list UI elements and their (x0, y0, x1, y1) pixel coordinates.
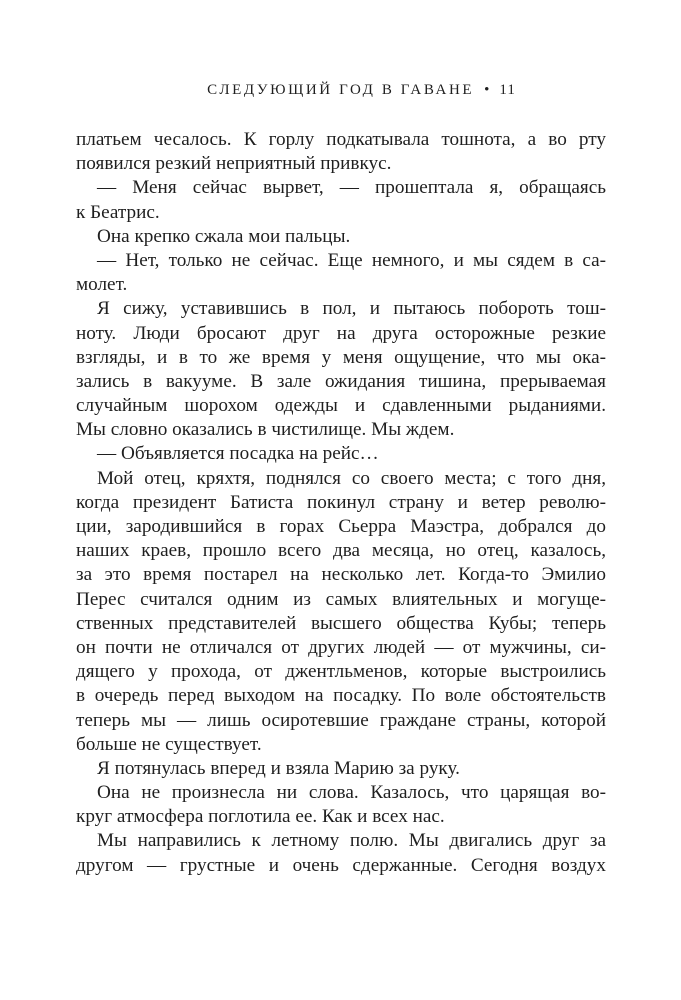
text-line: случайным шорохом одежды и сдавленными рыданиями. (76, 395, 606, 417)
text-line: за это время постарел на несколько лет. Когда-то Эмилио (76, 564, 606, 586)
text-line: — Нет, только не сейчас. Еще немного, и мы сядем в са- (97, 249, 606, 271)
text-line: Мой отец, кряхтя, поднялся со своего места; с того дня, (97, 467, 606, 489)
text-line: Мы словно оказались в чистилище. Мы ждем. (76, 419, 455, 441)
text-line: в очередь перед выходом на посадку. По воле обстоятельств (76, 685, 606, 707)
text-line: круг атмосфера поглотила ее. Как и всех нас. (76, 806, 445, 828)
text-line: Она не произнесла ни слова. Казалось, что царящая во- (97, 782, 606, 804)
text-line: другом — грустные и очень сдержанные. Сегодня воздух (76, 854, 606, 876)
body-text (76, 128, 606, 878)
text-line: он почти не отличался от других людей — от мужчины, си- (76, 636, 606, 658)
text-line: Перес считался одним из самых влиятельных и могуще- (76, 588, 606, 610)
text-line: Мы направились к летному полю. Мы двигались друг за (97, 830, 606, 852)
text-line: когда президент Батиста покинул страну и ветер револю- (76, 491, 606, 513)
page-number: 11 (499, 82, 516, 98)
text-line: Я сижу, уставившись в пол, и пытаюсь побороть тош- (97, 298, 606, 320)
text-line: к Беатрис. (76, 201, 160, 223)
text-line: больше не существует. (76, 733, 262, 755)
text-line: появился резкий неприятный привкус. (76, 153, 392, 175)
text-line: наших краев, прошло всего два месяца, но отец, казалось, (76, 540, 606, 562)
bullet-separator: • (484, 82, 490, 98)
running-title: СЛЕДУЮЩИЙ ГОД В ГАВАНЕ (207, 82, 475, 98)
text-line: молет. (76, 274, 128, 296)
text-line: теперь мы — лишь осиротевшие граждане страны, которой (76, 709, 606, 731)
text-line: ноту. Люди бросают друг на друга осторожные резкие (76, 322, 606, 344)
text-line: Она крепко сжала мои пальцы. (97, 225, 351, 247)
text-line: взгляды, и в то же время у меня ощущение, что мы ока- (76, 346, 606, 368)
text-line: ции, зародившийся в горах Сьерра Маэстра, добрался до (76, 516, 606, 537)
text-line: ственных представителей высшего общества Кубы; теперь (76, 612, 606, 634)
text-line: дящего у прохода, от джентльменов, которые выстроились (76, 661, 606, 683)
text-line: — Объявляется посадка на рейс… (97, 443, 379, 465)
text-line: Я потянулась вперед и взяла Марию за руку. (97, 757, 460, 779)
text-line: — Меня сейчас вырвет, — прошептала я, обращаясь (97, 177, 606, 199)
text-line: платьем чесалось. К горлу подкатывала тошнота, а во рту (76, 129, 606, 150)
running-header (0, 80, 681, 100)
text-line: зались в вакууме. В зале ожидания тишина, прерываемая (76, 370, 606, 392)
